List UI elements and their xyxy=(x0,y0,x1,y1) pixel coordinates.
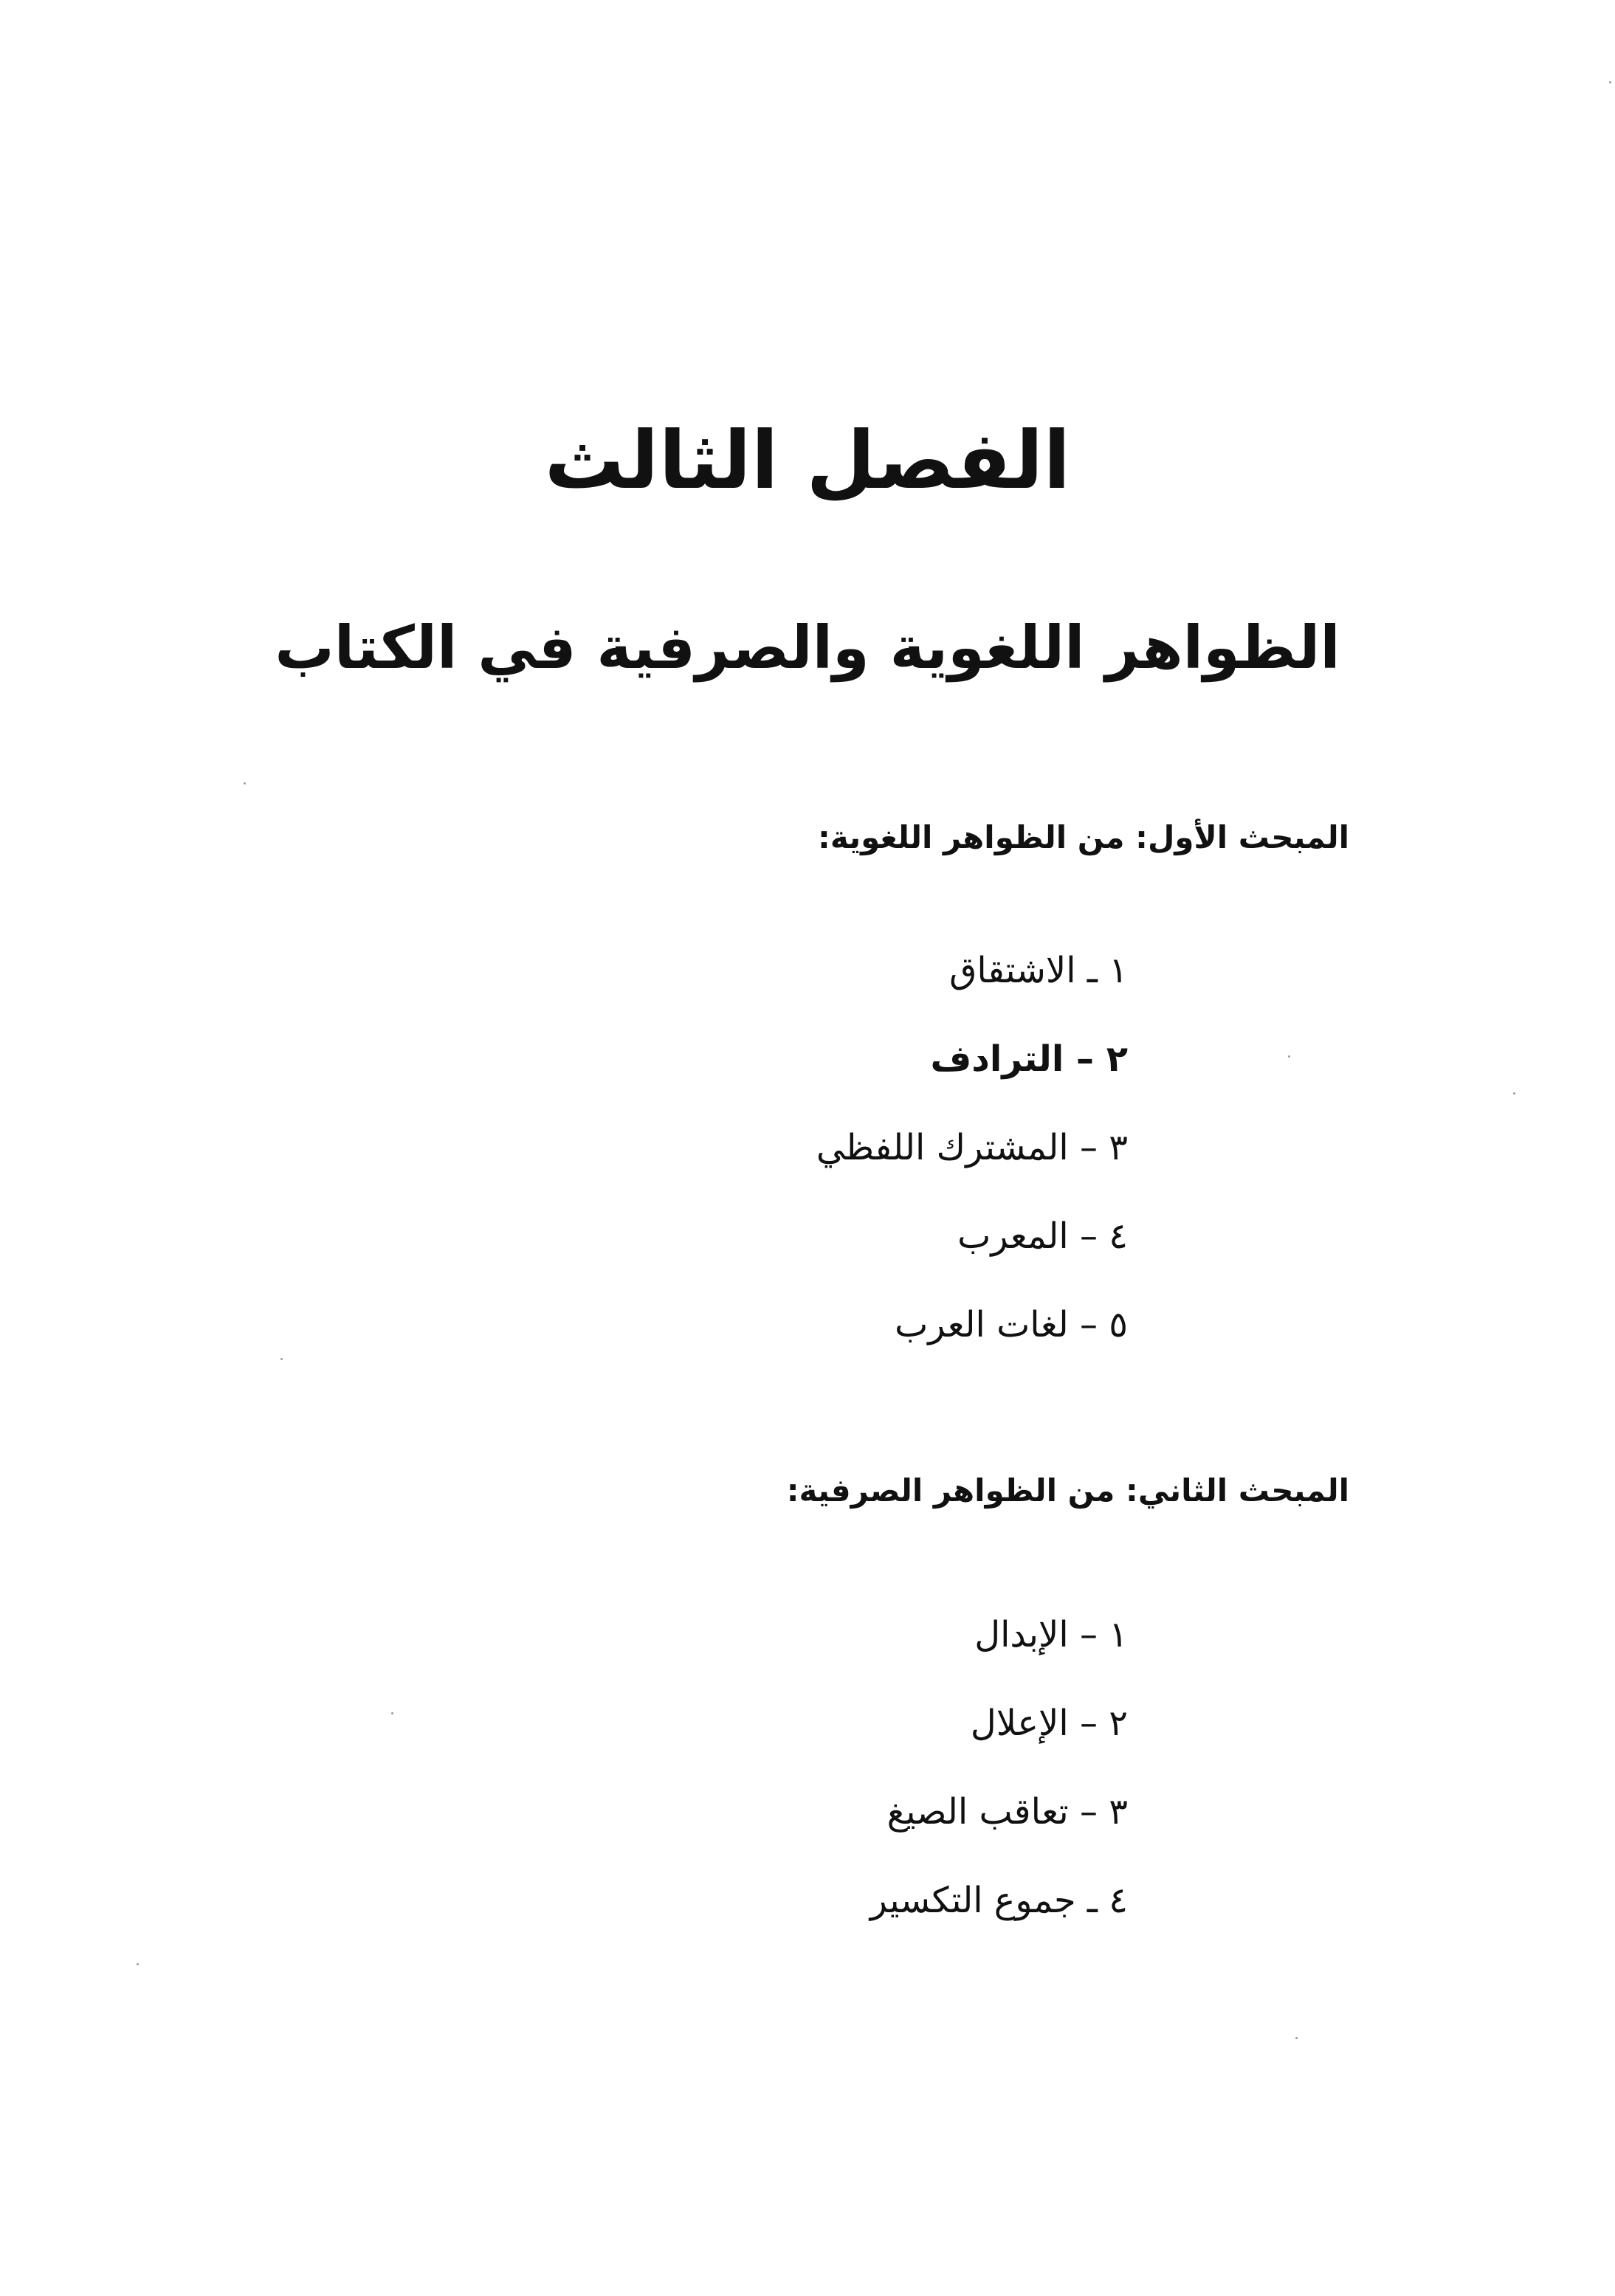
scan-speck xyxy=(391,1712,393,1714)
section-heading-morphological: المبحث الثاني: من الظواهر الصرفية: xyxy=(786,1472,1349,1509)
list-item: ٣ – المشترك اللفظي xyxy=(816,1127,1128,1168)
section-heading-linguistic: المبحث الأول: من الظواهر اللغوية: xyxy=(818,819,1349,855)
list-item: ٤ ـ جموع التكسير xyxy=(870,1880,1128,1921)
list-item: ٢ – الإعلال xyxy=(970,1703,1128,1744)
list-item: ٤ – المعرب xyxy=(957,1216,1128,1257)
scan-speck xyxy=(1513,1092,1515,1094)
scan-speck xyxy=(1295,2037,1298,2039)
scan-speck xyxy=(1609,81,1611,83)
linguistic-phenomena-list xyxy=(816,941,1128,1384)
morphological-phenomena-list xyxy=(870,1605,1128,1959)
list-item: ١ – الإبدال xyxy=(974,1614,1128,1655)
scan-speck xyxy=(1288,1055,1290,1058)
chapter-subtitle: الظواهر اللغوية والصرفية في الكتاب xyxy=(275,613,1340,682)
list-item: ٢ – الترادف xyxy=(930,1038,1128,1080)
list-item: ٥ – لغات العرب xyxy=(895,1304,1128,1345)
scan-speck xyxy=(244,782,246,785)
list-item: ١ ـ الاشتقاق xyxy=(949,950,1128,991)
scan-speck xyxy=(137,1963,139,1965)
chapter-title: الفصل الثالث xyxy=(544,415,1071,507)
list-item: ٣ – تعاقب الصيغ xyxy=(886,1791,1128,1833)
scan-speck xyxy=(280,1358,283,1360)
